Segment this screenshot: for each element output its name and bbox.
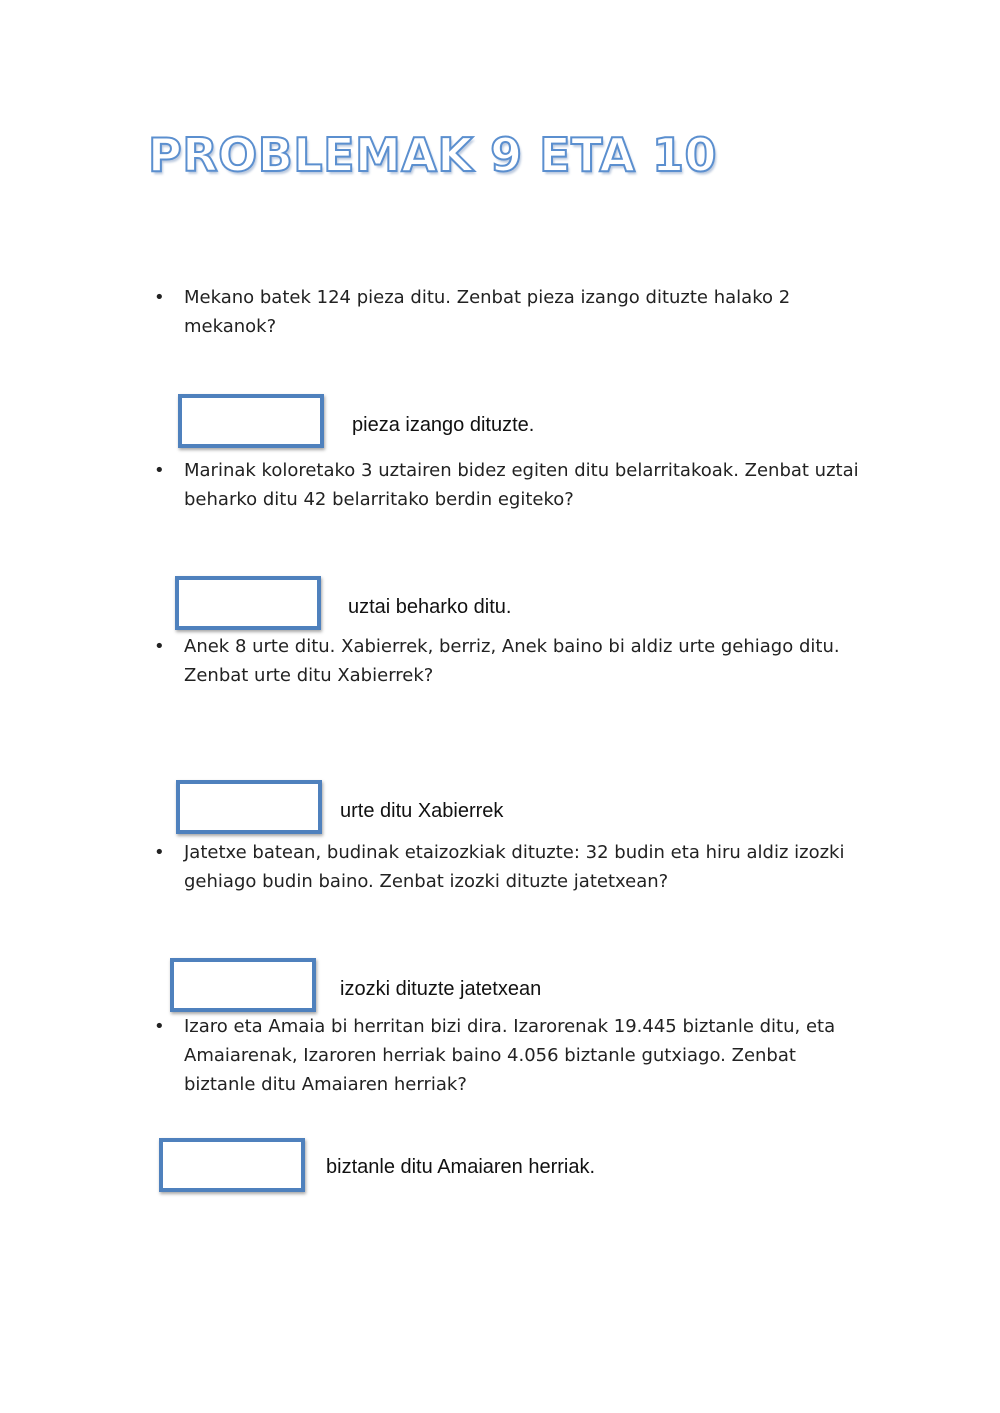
answer-input-3[interactable] xyxy=(176,780,322,834)
question-5 xyxy=(154,1012,844,1099)
answer-label-3: urte ditu Xabierrek xyxy=(340,800,504,822)
answer-input-1[interactable] xyxy=(178,394,324,448)
question-text: Jatetxe batean, budinak etaizozkiak dituzte: 32 budin eta hiru aldiz izozki gehiago budin baino. Zenbat izozki dituzte jatetxean? xyxy=(184,842,845,892)
bullet: • xyxy=(154,460,165,481)
question-1 xyxy=(154,283,864,341)
question-text: Mekano batek 124 pieza ditu. Zenbat pieza izango dituzte halako 2 mekanok? xyxy=(184,287,791,337)
answer-label-5: biztanle ditu Amaiaren herriak. xyxy=(326,1156,596,1178)
question-text: Marinak koloretako 3 uztairen bidez egiten ditu belarritakoak. Zenbat uztai beharko ditu 42 belarritako berdin egiteko? xyxy=(184,460,859,510)
answer-input-2[interactable] xyxy=(175,576,321,630)
question-3 xyxy=(154,632,864,690)
question-2 xyxy=(154,456,864,514)
answer-label-1: pieza izango dituzte. xyxy=(352,414,535,436)
bullet: • xyxy=(154,287,165,308)
question-4 xyxy=(154,838,864,896)
bullet: • xyxy=(154,1016,165,1037)
question-text: Anek 8 urte ditu. Xabierrek, berriz, Anek baino bi aldiz urte gehiago ditu. Zenbat urte ditu Xabierrek? xyxy=(184,636,840,686)
answer-label-2: uztai beharko ditu. xyxy=(348,596,512,618)
answer-label-4: izozki dituzte jatetxean xyxy=(340,978,542,1000)
answer-input-4[interactable] xyxy=(170,958,316,1012)
bullet: • xyxy=(154,636,165,657)
page-title: PROBLEMAK 9 ETA 10 xyxy=(148,128,717,182)
question-text: Izaro eta Amaia bi herritan bizi dira. Izarorenak 19.445 biztanle ditu, eta Amaiarenak, Izaroren herriak baino 4.056 biztanle gutxiago. Zenbat biztanle ditu Amaiaren herriak? xyxy=(184,1016,836,1095)
answer-input-5[interactable] xyxy=(159,1138,305,1192)
bullet: • xyxy=(154,842,165,863)
